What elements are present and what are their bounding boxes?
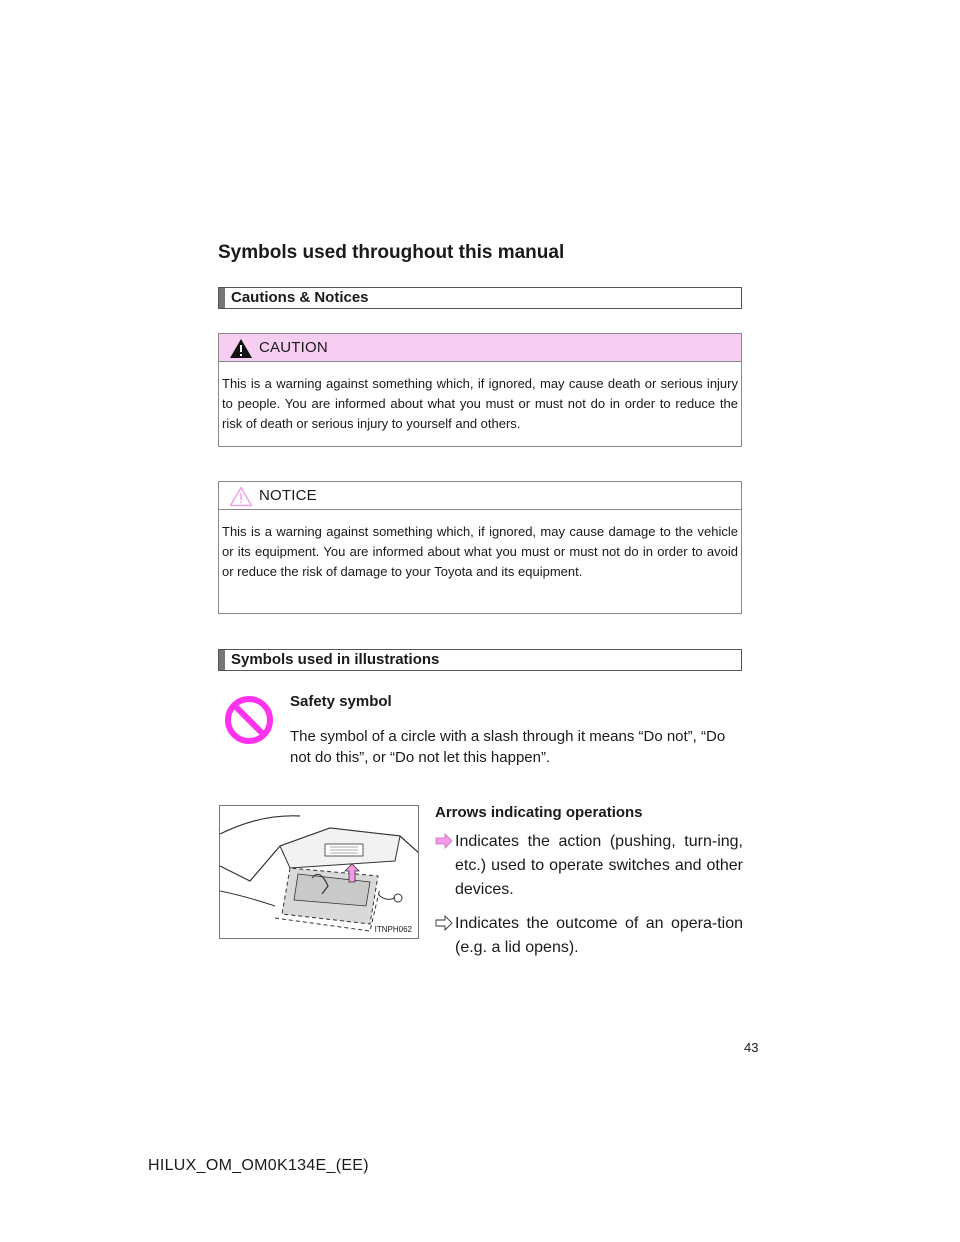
- caution-box: [218, 333, 742, 447]
- caution-title: CAUTION: [259, 339, 328, 356]
- footer-code: HILUX_OM_OM0K134E_(EE): [148, 1157, 369, 1174]
- caution-header: [219, 334, 741, 362]
- notice-header: [219, 482, 741, 510]
- notice-triangle-icon: [229, 486, 253, 507]
- notice-text: This is a warning against something which, if ignored, may cause damage to the vehicle or its equipment. You are informed about what you must or must not do in order to avoid or reduce the risk of damage to your Toyota and its equipment.: [222, 524, 738, 579]
- safety-symbol-description: The symbol of a circle with a slash through it means “Do not”, “Do not do this”, or “Do not let this happen”.: [290, 728, 726, 766]
- section-header-illustrations: [218, 649, 742, 671]
- outline-arrow-icon: [435, 915, 453, 931]
- pink-arrow-icon: [435, 833, 453, 849]
- section-label-illustrations: Symbols used in illustrations: [231, 651, 440, 668]
- safety-symbol-title: Safety symbol: [290, 693, 392, 710]
- notice-title: NOTICE: [259, 487, 317, 504]
- arrows-title: Arrows indicating operations: [435, 804, 643, 821]
- outcome-arrow-text: Indicates the outcome of an opera-tion (e.g. a lid opens).: [455, 915, 743, 956]
- section-marker: [219, 650, 225, 670]
- page-number: 43: [744, 1040, 759, 1055]
- action-arrow-text: Indicates the action (pushing, turn-ing, etc.) used to operate switches and other devices.: [455, 833, 743, 898]
- caution-text: This is a warning against something which, if ignored, may cause death or serious injury to people. You are informed about what you must or must not do in order to reduce the risk of death or serious injury to yourself and others.: [222, 376, 738, 431]
- warning-triangle-icon: [229, 338, 253, 359]
- page-title: Symbols used throughout this manual: [218, 242, 565, 263]
- section-header-cautions: [218, 287, 742, 309]
- section-marker: [219, 288, 225, 308]
- notice-box: [218, 481, 742, 614]
- prohibition-icon: [224, 695, 274, 745]
- section-label-cautions: Cautions & Notices: [231, 289, 369, 306]
- illustration-code: ITNPH062: [374, 925, 412, 934]
- overhead-console-drawing: [220, 806, 419, 939]
- operation-illustration: [219, 805, 419, 939]
